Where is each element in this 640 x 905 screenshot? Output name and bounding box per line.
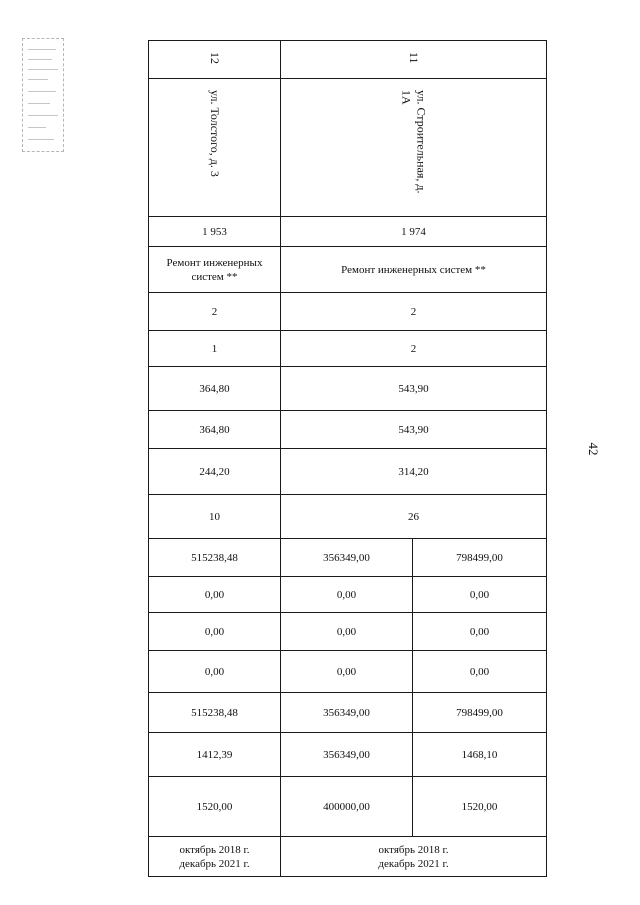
value-left: 244,20	[149, 449, 281, 495]
cost-cell: 1468,10	[413, 733, 547, 777]
cost-cell: 1412,39	[149, 733, 281, 777]
value-left: 1	[149, 331, 281, 367]
period-right-start: октябрь 2018 г.	[378, 843, 449, 856]
column-number-right-cell	[281, 41, 547, 79]
value-right: 26	[281, 495, 547, 539]
table-row	[149, 495, 547, 539]
table-row	[149, 449, 547, 495]
housing-repair-table	[148, 40, 547, 877]
cost-cell: 1520,00	[413, 777, 547, 837]
cost-cell: 515238,48	[149, 693, 281, 733]
cost-cell: 0,00	[149, 651, 281, 693]
cost-cell: 798499,00	[413, 693, 547, 733]
page-number: 42	[586, 442, 601, 456]
table-row	[149, 217, 547, 247]
value-left: 2	[149, 293, 281, 331]
period-left-start: октябрь 2018 г.	[179, 843, 250, 856]
table-row	[149, 777, 547, 837]
address-left-cell	[149, 79, 281, 217]
year-right: 1 974	[281, 217, 547, 247]
table-row	[149, 79, 547, 217]
cost-cell: 1520,00	[149, 777, 281, 837]
cost-cell: 0,00	[149, 613, 281, 651]
table-row	[149, 651, 547, 693]
column-number-right: 11	[407, 52, 421, 64]
table-row	[149, 293, 547, 331]
table-row	[149, 247, 547, 293]
address-right-cell	[281, 79, 547, 217]
table-row	[149, 693, 547, 733]
cost-cell: 0,00	[281, 577, 413, 613]
value-left: 364,80	[149, 411, 281, 449]
column-number-left-cell	[149, 41, 281, 79]
cost-cell: 0,00	[281, 651, 413, 693]
cost-cell: 0,00	[413, 651, 547, 693]
table-row	[149, 411, 547, 449]
period-left-end: декабрь 2021 г.	[179, 857, 250, 870]
cost-cell: 515238,48	[149, 539, 281, 577]
period-right-cell	[281, 837, 547, 877]
address-right: ул. Строительная, д. 1А	[399, 90, 429, 194]
cost-cell: 798499,00	[413, 539, 547, 577]
table-row	[149, 331, 547, 367]
cost-cell: 0,00	[281, 613, 413, 651]
table-row	[149, 837, 547, 877]
period-right-end: декабрь 2021 г.	[378, 857, 449, 870]
cost-cell: 356349,00	[281, 539, 413, 577]
cost-cell: 356349,00	[281, 693, 413, 733]
column-number-left: 12	[208, 52, 222, 64]
value-left: 10	[149, 495, 281, 539]
year-left: 1 953	[149, 217, 281, 247]
value-right: 543,90	[281, 367, 547, 411]
period-left-cell	[149, 837, 281, 877]
cost-cell: 0,00	[413, 577, 547, 613]
work-type-right: Ремонт инженерных систем **	[281, 247, 547, 293]
address-left: ул. Толстого, д. 3	[208, 90, 222, 177]
cost-cell: 0,00	[149, 577, 281, 613]
registration-stamp	[22, 38, 64, 152]
cost-cell: 0,00	[413, 613, 547, 651]
value-right: 2	[281, 331, 547, 367]
cost-cell: 356349,00	[281, 733, 413, 777]
table-row	[149, 577, 547, 613]
table-row	[149, 539, 547, 577]
table-row	[149, 733, 547, 777]
value-left: 364,80	[149, 367, 281, 411]
value-right: 543,90	[281, 411, 547, 449]
table-row	[149, 41, 547, 79]
value-right: 2	[281, 293, 547, 331]
table-row	[149, 613, 547, 651]
table-row	[149, 367, 547, 411]
cost-cell: 400000,00	[281, 777, 413, 837]
value-right: 314,20	[281, 449, 547, 495]
work-type-left: Ремонт инженерных систем **	[149, 247, 281, 293]
